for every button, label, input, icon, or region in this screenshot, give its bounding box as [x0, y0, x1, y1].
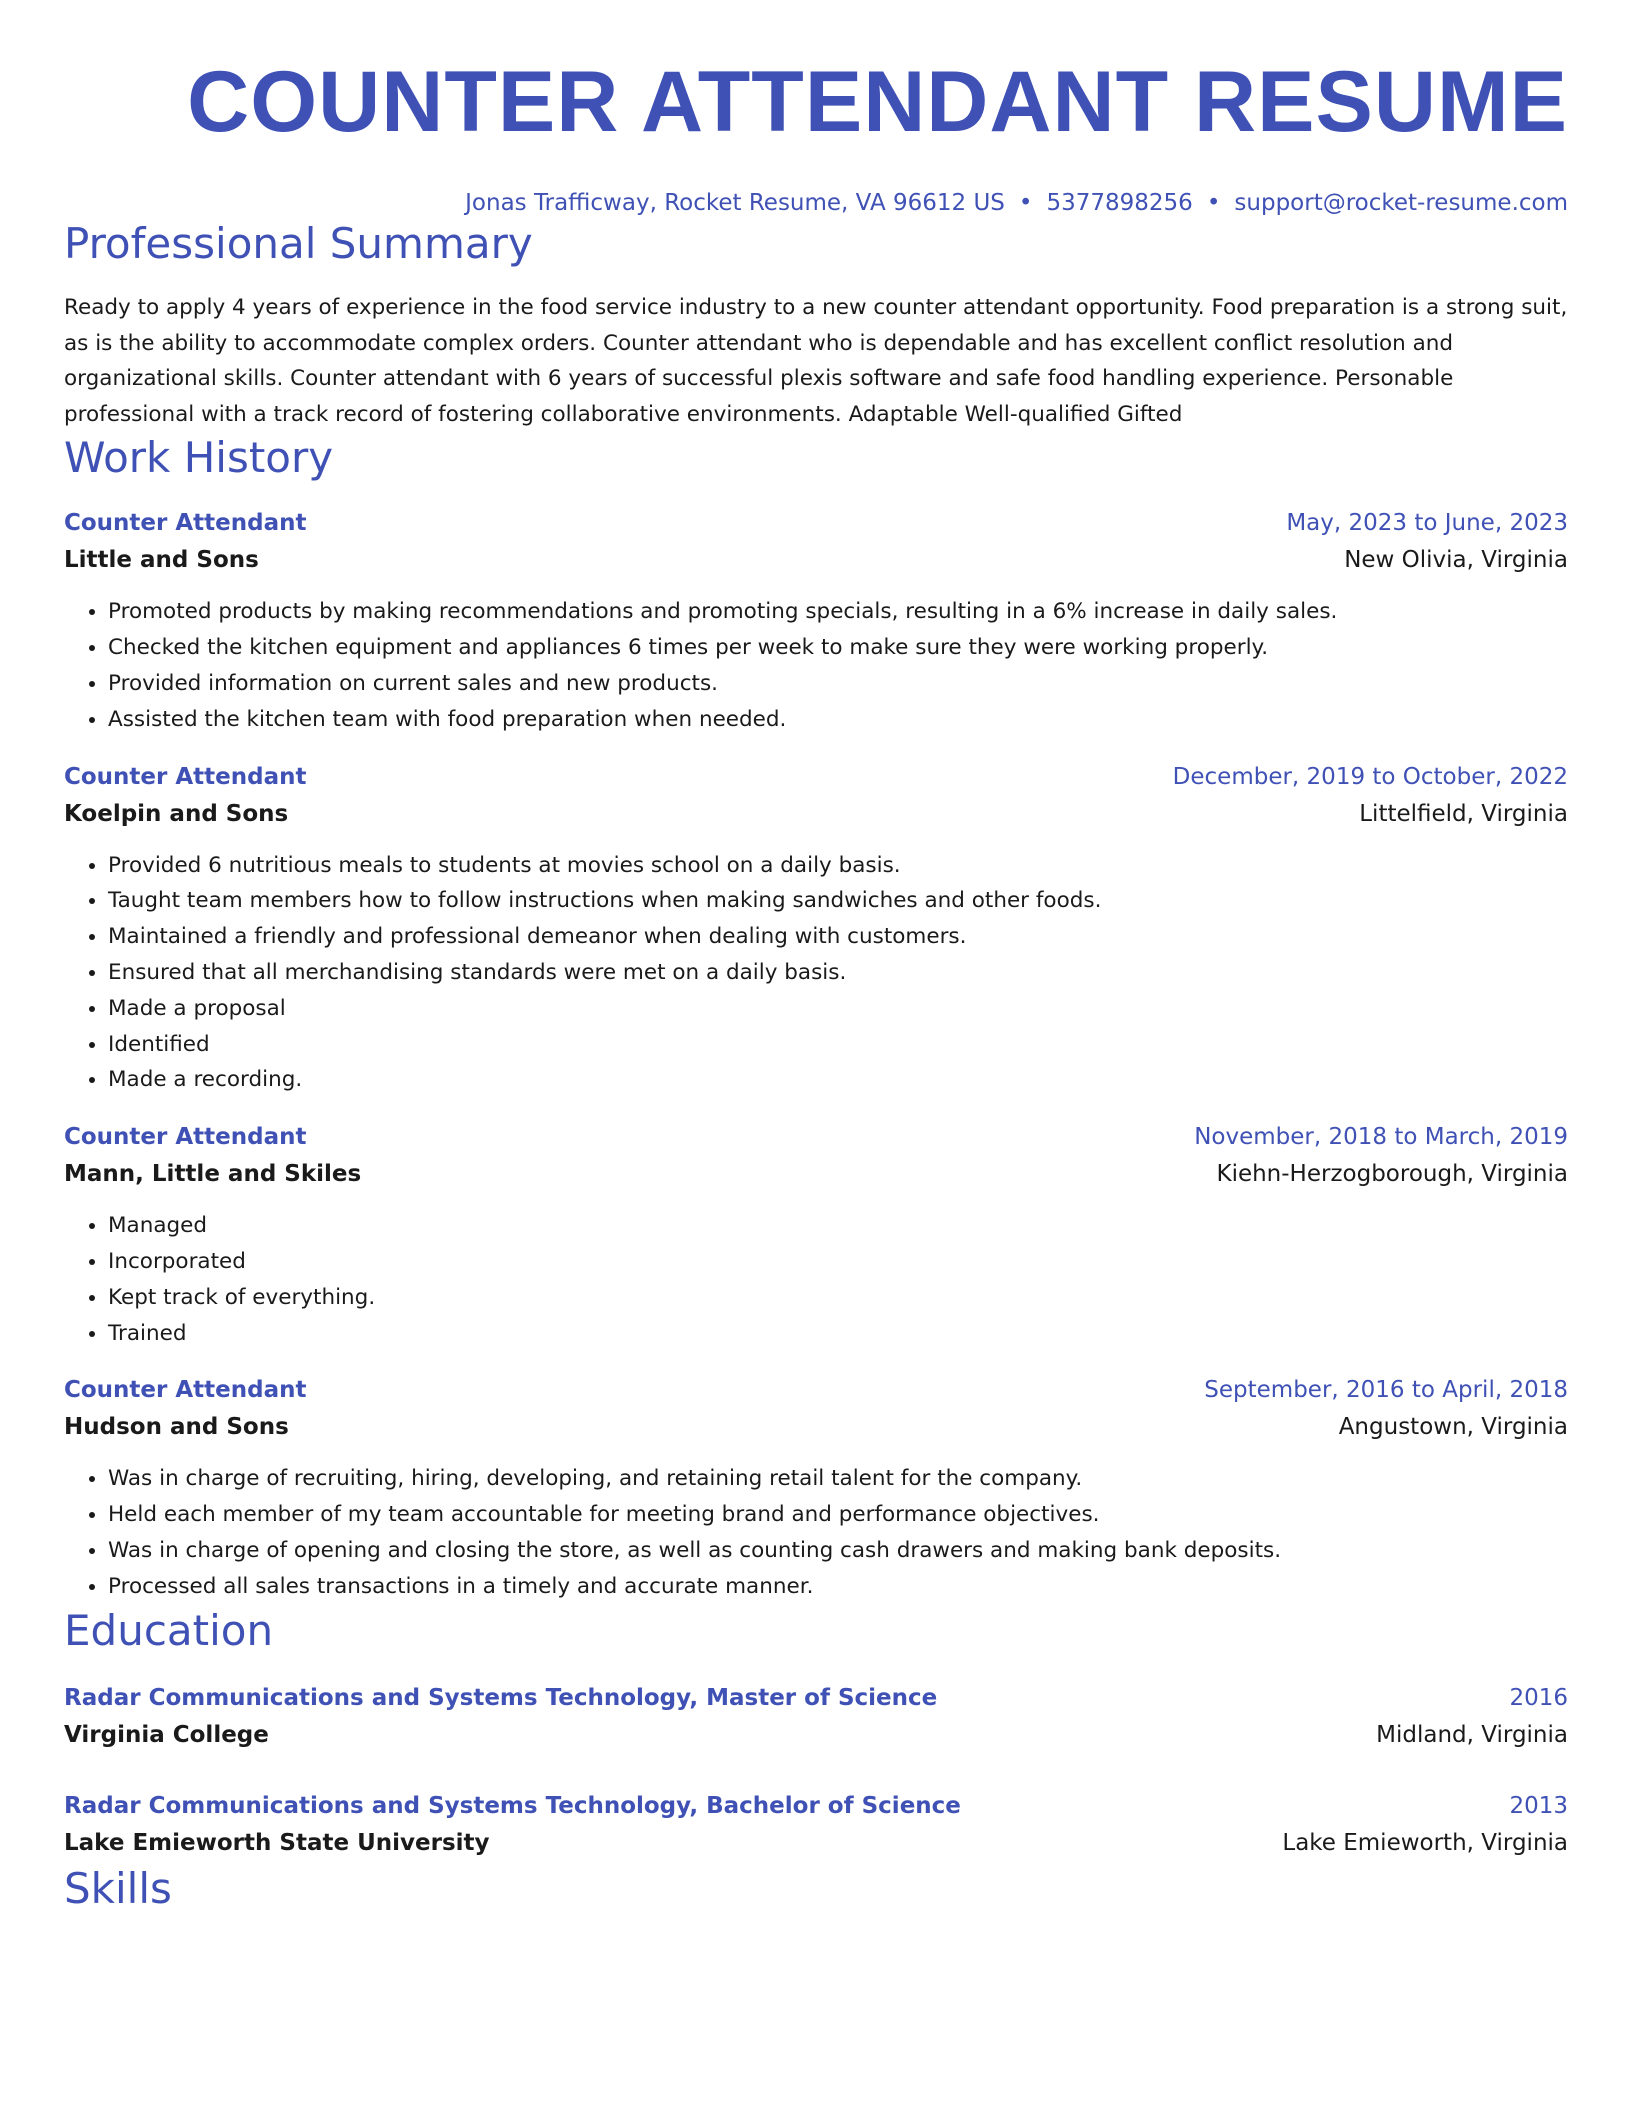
- contact-separator: •: [1206, 190, 1221, 216]
- job-header-row: [64, 506, 1568, 540]
- education-location: Lake Emieworth, Virginia: [1282, 1829, 1568, 1856]
- job-dates: November, 2018 to March, 2019: [1194, 1124, 1568, 1151]
- job-dates: May, 2023 to June, 2023: [1286, 510, 1568, 537]
- section-heading-education: Education: [64, 1605, 274, 1655]
- job-header-row: [64, 1120, 1568, 1154]
- job-bullet: • Trained: [108, 1316, 1568, 1352]
- contact-email: support@rocket-resume.com: [1234, 190, 1568, 216]
- job-company: Little and Sons: [64, 547, 259, 574]
- summary-text: Ready to apply 4 years of experience in the food service industry to a new counter attendant opportunity. Food preparation is a strong suit, as is the ability to accommodate complex orders. Counter attendant who is dependable and has excellent conflict resolution and organizational skills. Counter attendant with 6 years of successful plexis software and safe food handling experience. Personable professional with a track record of fostering collaborative environments. Adaptable Well-qualified Gifted: [64, 295, 1568, 427]
- job-company: Mann, Little and Skiles: [64, 1161, 362, 1188]
- job-bullet: • Made a proposal: [108, 991, 1568, 1027]
- job-title: Counter Attendant: [64, 510, 307, 537]
- education-school: Lake Emieworth State University: [64, 1829, 490, 1856]
- job-title: Counter Attendant: [64, 1124, 307, 1151]
- job-bullet: • Provided 6 nutritious meals to students at movies school on a daily basis.: [108, 848, 1568, 884]
- resume-title: COUNTER ATTENDANT RESUME: [187, 54, 1568, 150]
- job-location: Angustown, Virginia: [1338, 1414, 1568, 1441]
- job-header-row: [64, 1373, 1568, 1407]
- job-bullet: • Promoted products by making recommendations and promoting specials, resulting in a 6% increase in daily sales.: [108, 594, 1568, 630]
- job-title: Counter Attendant: [64, 763, 307, 790]
- job-header-row: [64, 760, 1568, 794]
- education-school-row: [64, 1823, 1568, 1863]
- job-bullet: • Made a recording.: [108, 1062, 1568, 1098]
- education-header-row: [64, 1789, 1568, 1823]
- job-bullets: [64, 594, 1568, 737]
- contact-address: Jonas Trafficway, Rocket Resume, VA 96612 US: [465, 190, 1005, 216]
- job-dates: September, 2016 to April, 2018: [1204, 1377, 1568, 1404]
- education-location: Midland, Virginia: [1376, 1721, 1568, 1748]
- education-year: 2013: [1509, 1792, 1568, 1819]
- job-location: Kiehn-Herzogborough, Virginia: [1216, 1161, 1568, 1188]
- contact-separator: •: [1018, 190, 1033, 216]
- job-entry: [64, 1120, 1568, 1351]
- job-bullet: • Was in charge of opening and closing the store, as well as counting cash drawers and making bank deposits.: [108, 1533, 1568, 1569]
- job-bullet: • Processed all sales transactions in a timely and accurate manner.: [108, 1569, 1568, 1605]
- job-entry: [64, 760, 1568, 1099]
- job-bullet: • Held each member of my team accountable for meeting brand and performance objectives.: [108, 1497, 1568, 1533]
- contact-phone: 5377898256: [1046, 190, 1193, 216]
- job-bullet: • Managed: [108, 1208, 1568, 1244]
- job-bullet: • Provided information on current sales and new products.: [108, 666, 1568, 702]
- job-bullet: • Checked the kitchen equipment and appliances 6 times per week to make sure they were working properly.: [108, 630, 1568, 666]
- education-header-row: [64, 1681, 1568, 1715]
- job-bullets: [64, 848, 1568, 1099]
- job-bullet: • Was in charge of recruiting, hiring, developing, and retaining retail talent for the company.: [108, 1461, 1568, 1497]
- contact-line: [64, 188, 1568, 218]
- job-bullets: [64, 1461, 1568, 1604]
- education-school: Virginia College: [64, 1721, 269, 1748]
- job-company-row: [64, 794, 1568, 834]
- education-degree: Radar Communications and Systems Technology, Bachelor of Science: [64, 1792, 961, 1819]
- job-bullets: [64, 1208, 1568, 1351]
- section-heading-summary: Professional Summary: [64, 219, 533, 268]
- education-entry: [64, 1789, 1568, 1863]
- job-bullet: • Ensured that all merchandising standards were met on a daily basis.: [108, 955, 1568, 991]
- job-company-row: [64, 1154, 1568, 1194]
- job-bullet: • Maintained a friendly and professional demeanor when dealing with customers.: [108, 919, 1568, 955]
- job-bullet: • Identified: [108, 1027, 1568, 1063]
- job-company: Koelpin and Sons: [64, 800, 289, 827]
- job-entry: [64, 506, 1568, 737]
- job-location: New Olivia, Virginia: [1344, 547, 1568, 574]
- job-bullet: • Incorporated: [108, 1244, 1568, 1280]
- section-heading-work-history: Work History: [64, 433, 334, 483]
- job-entry: [64, 1373, 1568, 1604]
- education-year: 2016: [1509, 1684, 1568, 1711]
- job-title: Counter Attendant: [64, 1377, 307, 1404]
- education-school-row: [64, 1715, 1568, 1755]
- education-entry: [64, 1681, 1568, 1755]
- section-heading-skills: Skills: [64, 1863, 172, 1913]
- job-bullet: • Taught team members how to follow instructions when making sandwiches and other foods.: [108, 883, 1568, 919]
- job-company: Hudson and Sons: [64, 1414, 289, 1441]
- job-company-row: [64, 1407, 1568, 1447]
- job-company-row: [64, 540, 1568, 580]
- job-bullet: • Kept track of everything.: [108, 1280, 1568, 1316]
- job-bullet: • Assisted the kitchen team with food preparation when needed.: [108, 702, 1568, 738]
- job-dates: December, 2019 to October, 2022: [1172, 763, 1568, 790]
- job-location: Littelfield, Virginia: [1359, 800, 1568, 827]
- education-degree: Radar Communications and Systems Technology, Master of Science: [64, 1684, 938, 1711]
